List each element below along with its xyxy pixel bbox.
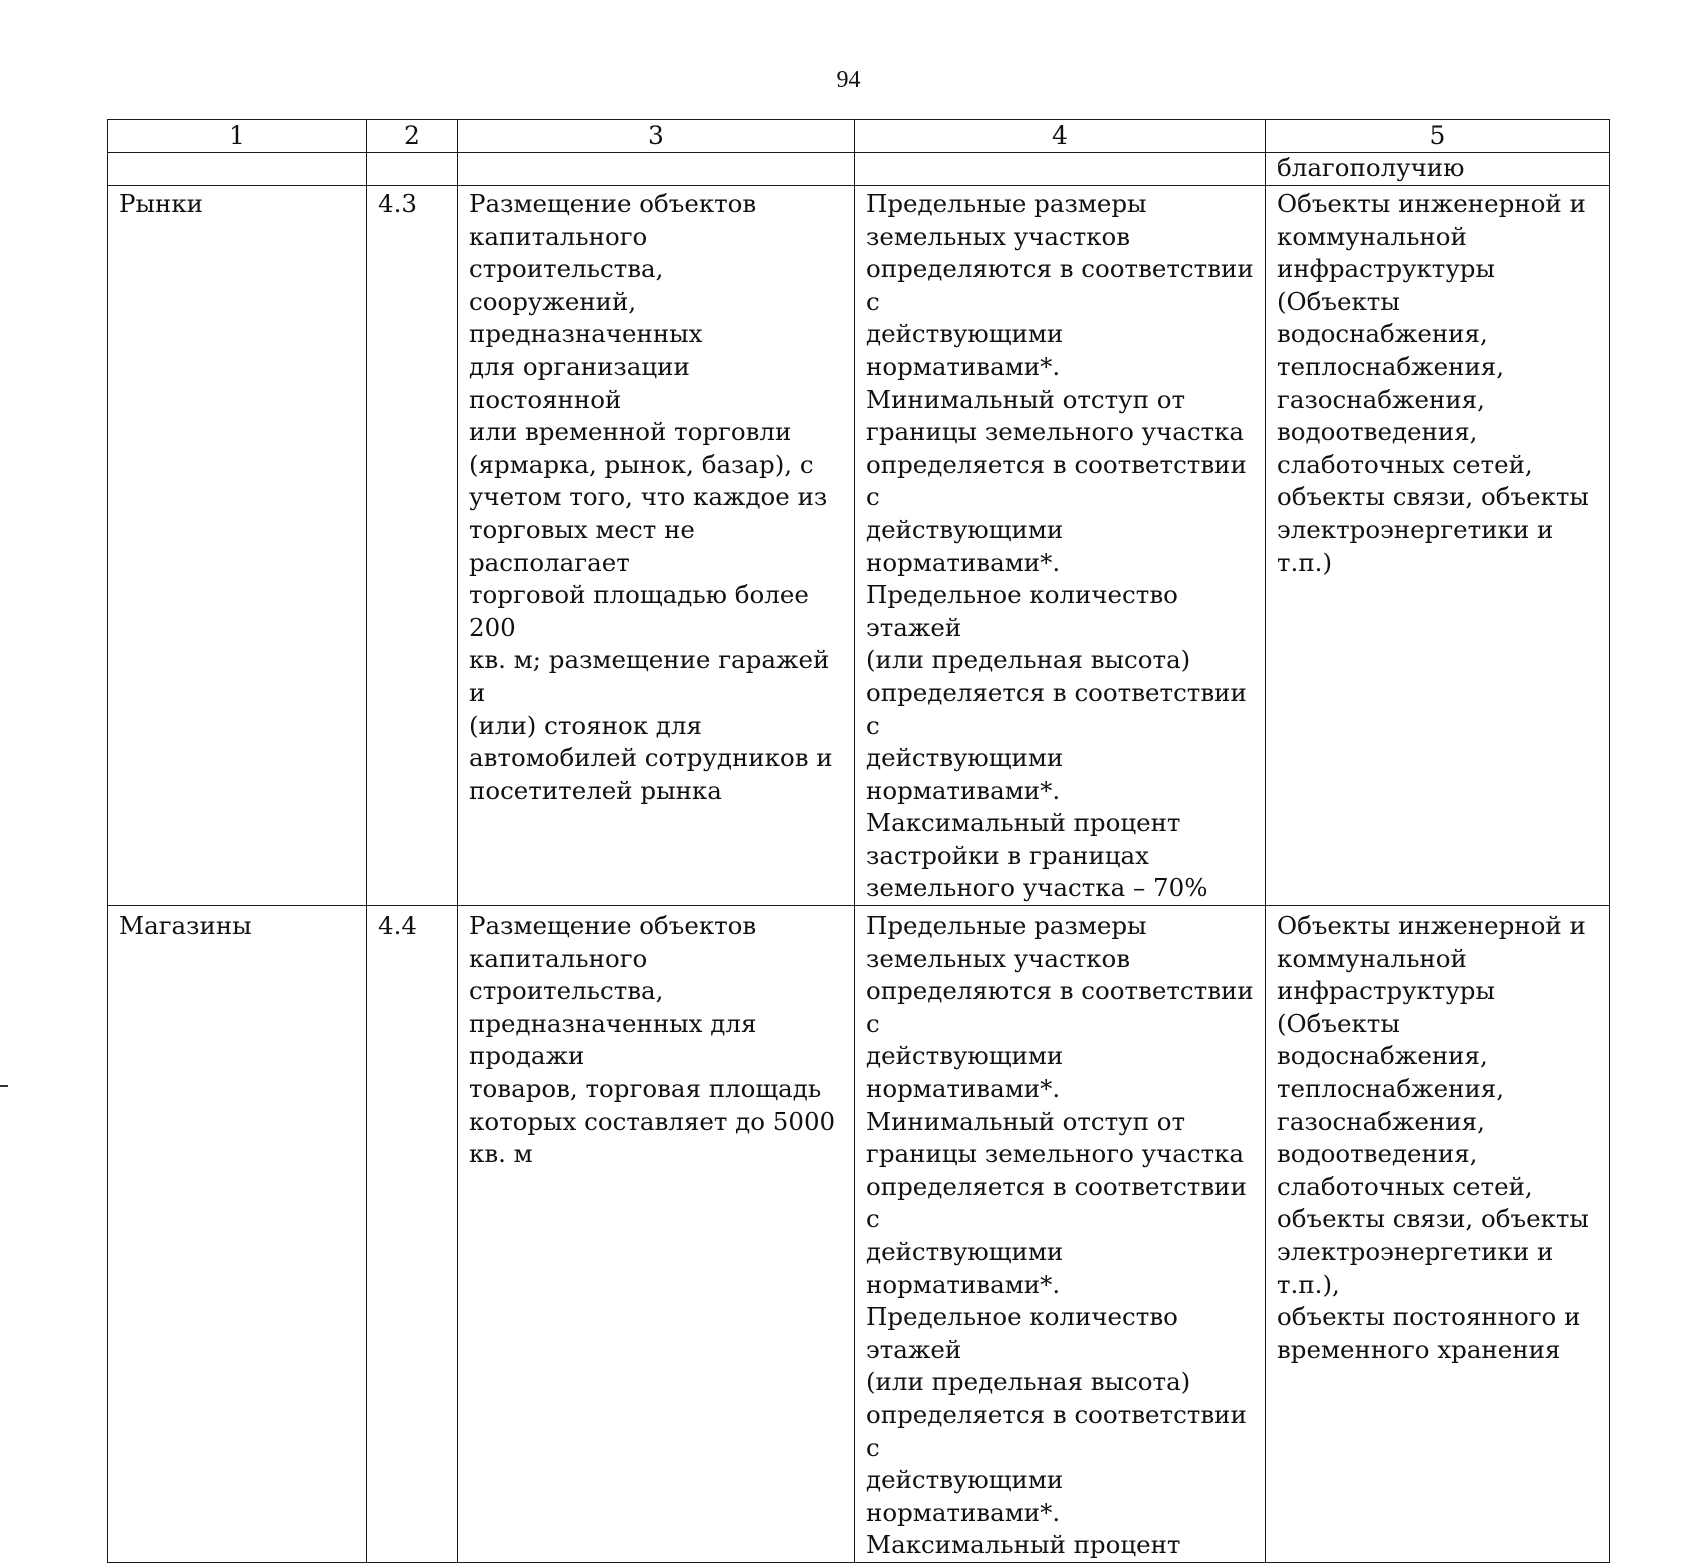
use-code-cell: 4.4 [367,906,458,1563]
continuation-cell-4 [855,153,1266,186]
table-row-shops [108,906,1610,1563]
infrastructure-cell: Объекты инженерной и коммунальной инфраструктуры (Объекты водоснабжения, теплоснабжения, газоснабжения, водоотведения, слаботочных сетей, объекты связи, объекты электроэнергетики и т.п.), объекты постоянного и временного хранения [1266,906,1610,1563]
use-name-cell: Магазины [108,906,367,1563]
parameters-cell: Предельные размеры земельных участков определяются в соответствии с действующими нормативами*. Минимальный отступ от границы земельного участка определяется в соответствии с действующими нормативами*. Предельное количество этажей (или предельная высота) определяется в соответствии с действующими нормативами*. Максимальный процент [855,906,1266,1563]
header-cell-4: 4 [855,120,1266,153]
header-cell-3: 3 [458,120,855,153]
parameters-cell: Предельные размеры земельных участков определяются в соответствии с действующими нормативами*. Минимальный отступ от границы земельного участка определяется в соответствии с действующими нормативами*. Предельное количество этажей (или предельная высота) определяется в соответствии с действующими нормативами*. Максимальный процент застройки в границах земельного участка – 70% [855,186,1266,906]
continuation-cell-5: благополучию [1266,153,1610,186]
page-number: 94 [836,67,861,93]
continuation-row [108,153,1610,186]
use-code-cell: 4.3 [367,186,458,906]
table-row-markets [108,186,1610,906]
use-name-cell: Рынки [108,186,367,906]
continuation-cell-2 [367,153,458,186]
header-cell-1: 1 [108,120,367,153]
land-use-table [107,119,1610,1563]
header-cell-5: 5 [1266,120,1610,153]
margin-tick [0,1085,8,1087]
header-cell-2: 2 [367,120,458,153]
use-description-cell: Размещение объектов капитального строительства, предназначенных для продажи товаров, торговая площадь которых составляет до 5000 кв. м [458,906,855,1563]
table-header-row [108,120,1610,153]
continuation-cell-3 [458,153,855,186]
continuation-cell-1 [108,153,367,186]
use-description-cell: Размещение объектов капитального строительства, сооружений, предназначенных для организации постоянной или временной торговли (ярмарка, рынок, базар), с учетом того, что каждое из торговых мест не располагает торговой площадью более 200 кв. м; размещение гаражей и (или) стоянок для автомобилей сотрудников и посетителей рынка [458,186,855,906]
infrastructure-cell: Объекты инженерной и коммунальной инфраструктуры (Объекты водоснабжения, теплоснабжения, газоснабжения, водоотведения, слаботочных сетей, объекты связи, объекты электроэнергетики и т.п.) [1266,186,1610,906]
